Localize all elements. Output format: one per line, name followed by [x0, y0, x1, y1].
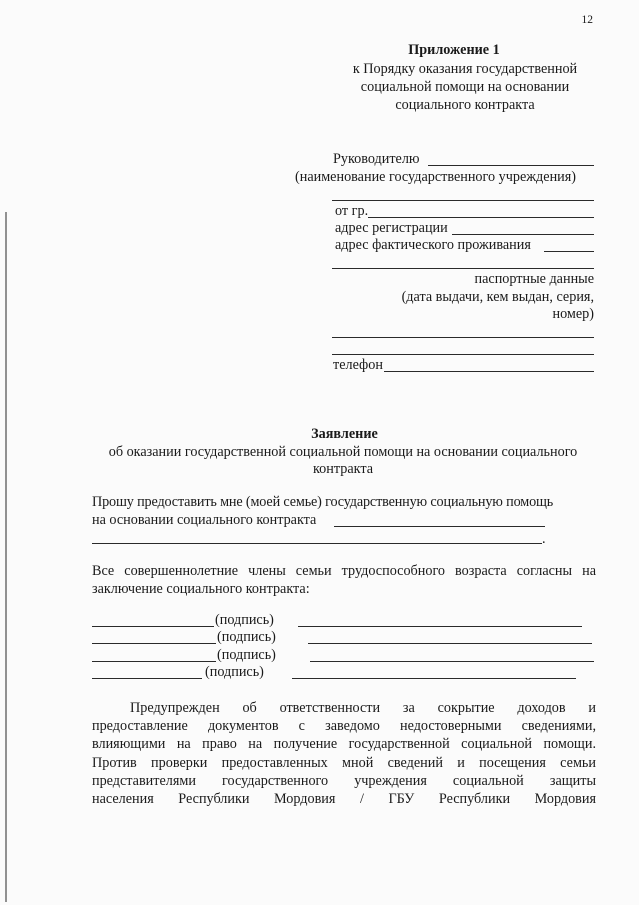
phone-line [384, 371, 594, 372]
statement-subtitle-1: об оказании государственной социальной помощи на основании социального [108, 444, 578, 460]
request-fill-line-1 [334, 526, 545, 527]
consent-line-1: Все совершеннолетние члены семьи трудоспособного возраста согласны на [92, 563, 596, 579]
sign-label-3: (подпись) [217, 647, 276, 663]
statement-title: Заявление [311, 426, 378, 442]
phone-label: телефон [333, 357, 383, 373]
from-label: от гр. [335, 203, 369, 219]
warning-line-2: предоставление документов с заведомо недостоверными сведениями, [92, 718, 596, 735]
page-number: 12 [581, 14, 593, 26]
statement-subtitle-2: контракта [313, 461, 373, 477]
scan-edge-shadow [5, 212, 7, 902]
appendix-line-1: к Порядку оказания государственной [352, 61, 578, 77]
appendix-line-3: социального контракта [395, 97, 535, 113]
head-label: Руководителю [333, 151, 420, 167]
warning-line-3: влияющими на право на получение государственной социальной помощи. [92, 736, 596, 753]
sign-label-1: (подпись) [215, 612, 274, 628]
sign-long-line-1 [298, 626, 582, 627]
passport-note-1: (дата выдачи, кем выдан, серия, [401, 289, 594, 305]
sign-long-line-4 [292, 678, 576, 679]
warning-line-1: Предупрежден об ответственности за сокрытие доходов и [130, 700, 596, 716]
address-extra-line [332, 268, 594, 269]
warning-line-4: Против проверки предоставленных мной сведений и посещения семьи [92, 754, 596, 771]
passport-note-2: номер) [552, 306, 594, 322]
from-line [368, 217, 594, 218]
request-end-dot: . [542, 531, 546, 547]
reg-address-line [452, 234, 594, 235]
passport-line-1 [332, 337, 594, 338]
sign-short-line-4 [92, 678, 202, 679]
actual-address-label: адрес фактического проживания [335, 237, 531, 253]
sign-short-line-1 [92, 626, 214, 627]
institution-note: (наименование государственного учреждения) [295, 169, 577, 185]
sign-short-line-2 [92, 643, 216, 644]
institution-line [332, 200, 594, 201]
request-line-1: Прошу предоставить мне (моей семье) государственную социальную помощь [92, 494, 554, 510]
consent-line-2: заключение социального контракта: [92, 581, 310, 598]
warning-line-6: населения Республики Мордовия / ГБУ Республики Мордовия [92, 790, 596, 807]
reg-address-label: адрес регистрации [335, 220, 448, 236]
sign-short-line-3 [92, 661, 216, 662]
head-name-line [428, 165, 594, 166]
actual-address-line [544, 251, 594, 252]
warning-line-5: представителями государственного учреждения социальной защиты [92, 772, 596, 789]
sign-long-line-2 [308, 643, 592, 644]
appendix-line-2: социальной помощи на основании [360, 79, 570, 95]
request-line-2: на основании социального контракта [92, 512, 317, 528]
appendix-title: Приложение 1 [408, 42, 500, 58]
warning-paragraph [92, 699, 596, 808]
request-fill-line-2 [92, 543, 542, 544]
sign-long-line-3 [310, 661, 594, 662]
consent-paragraph [92, 562, 596, 598]
sign-label-4: (подпись) [205, 664, 264, 680]
passport-label: паспортные данные [474, 271, 594, 287]
sign-label-2: (подпись) [217, 629, 276, 645]
passport-line-2 [332, 354, 594, 355]
